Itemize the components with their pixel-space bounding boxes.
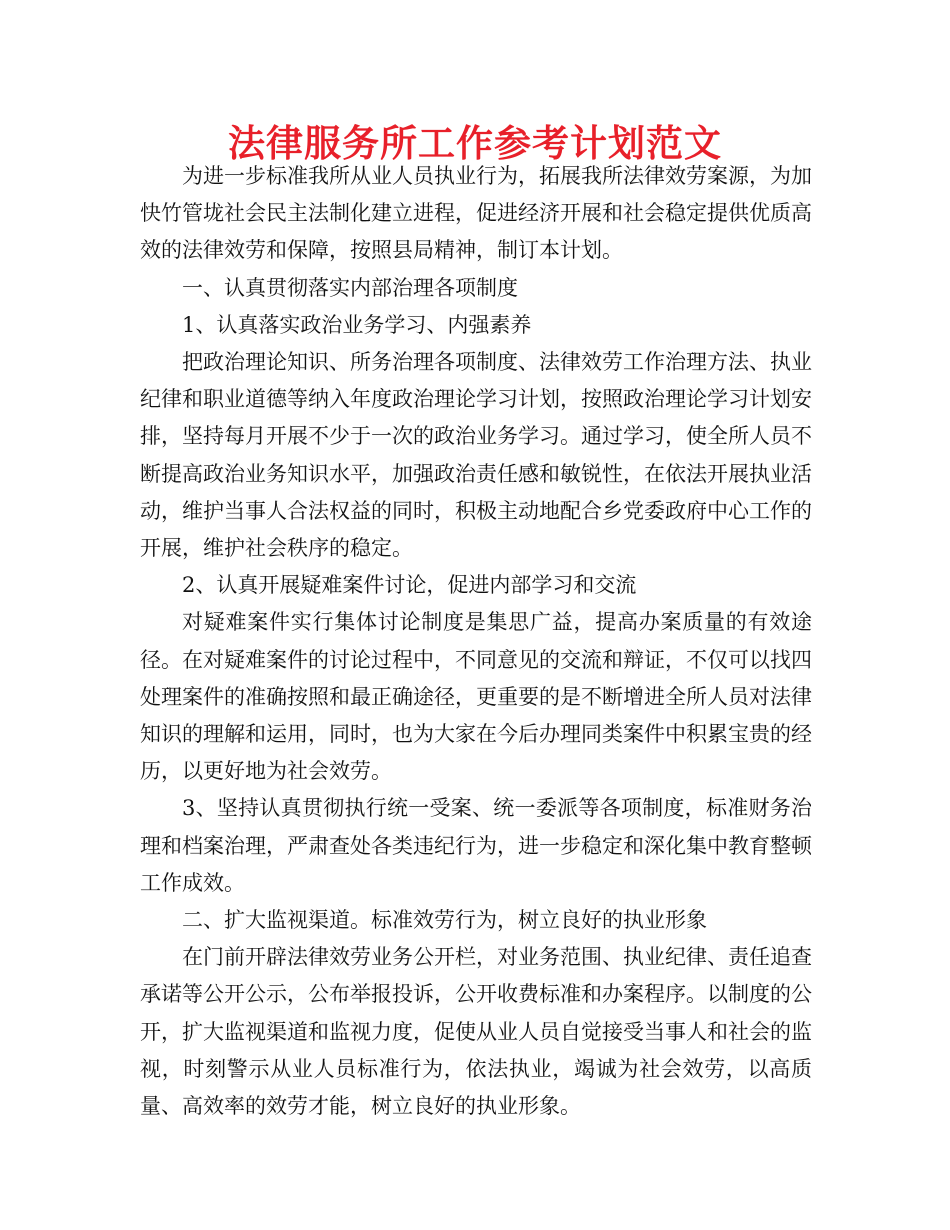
section-heading-1: 一、认真贯彻落实内部治理各项制度 — [182, 275, 518, 300]
paragraph-1-1: 把政治理论知识、所务治理各项制度、法律效劳工作治理方法、执业纪律和职业道德等纳入年度政治理论学习计划，按照政治理论学习计划安排，坚持每月开展不少于一次的政治业务学习。通过学习，使全所人员不断提高政治业务知识水平，加强政治责任感和敏锐性，在依法开展执业活动，维护当事人合法权益的同时，积极主动地配合乡党委政府中心工作的开展，维护社会秩序的稳定。 — [140, 350, 812, 561]
subsection-heading-1-2: 2、认真开展疑难案件讨论，促进内部学习和交流 — [182, 573, 637, 598]
paragraph-1-3: 3、坚持认真贯彻执行统一受案、统一委派等各项制度，标准财务治理和档案治理，严肃查处各类违纪行为，进一步稳定和深化集中教育整顿工作成效。 — [140, 796, 812, 895]
subsection-heading-1-1: 1、认真落实政治业务学习、内强素养 — [182, 312, 532, 337]
paragraph-2-1: 在门前开辟法律效劳业务公开栏，对业务范围、执业纪律、责任追查承诺等公开公示，公布举报投诉，公开收费标准和办案程序。以制度的公开，扩大监视渠道和监视力度，促使从业人员自觉接受当事人和社会的监视，时刻警示从业人员标准行为，依法执业，竭诚为社会效劳，以高质量、高效率的效劳才能，树立良好的执业形象。 — [140, 945, 812, 1119]
document-body — [140, 158, 812, 1125]
document-title: 法律服务所工作参考计划范文 — [228, 121, 722, 165]
paragraph-1-2: 对疑难案件实行集体讨论制度是集思广益，提高办案质量的有效途径。在对疑难案件的讨论过程中，不同意见的交流和辩证，不仅可以找四处理案件的准确按照和最正确途径，更重要的是不断增进全所人员对法律知识的理解和运用，同时，也为大家在今后办理同类案件中积累宝贵的经历，以更好地为社会效劳。 — [140, 610, 812, 784]
intro-paragraph: 为进一步标准我所从业人员执业行为，拓展我所法律效劳案源，为加快竹管垅社会民主法制化建立进程，促进经济开展和社会稳定提供优质高效的法律效劳和保障，按照县局精神，制订本计划。 — [140, 164, 812, 263]
section-heading-2: 二、扩大监视渠道。标准效劳行为，树立良好的执业形象 — [182, 908, 707, 933]
